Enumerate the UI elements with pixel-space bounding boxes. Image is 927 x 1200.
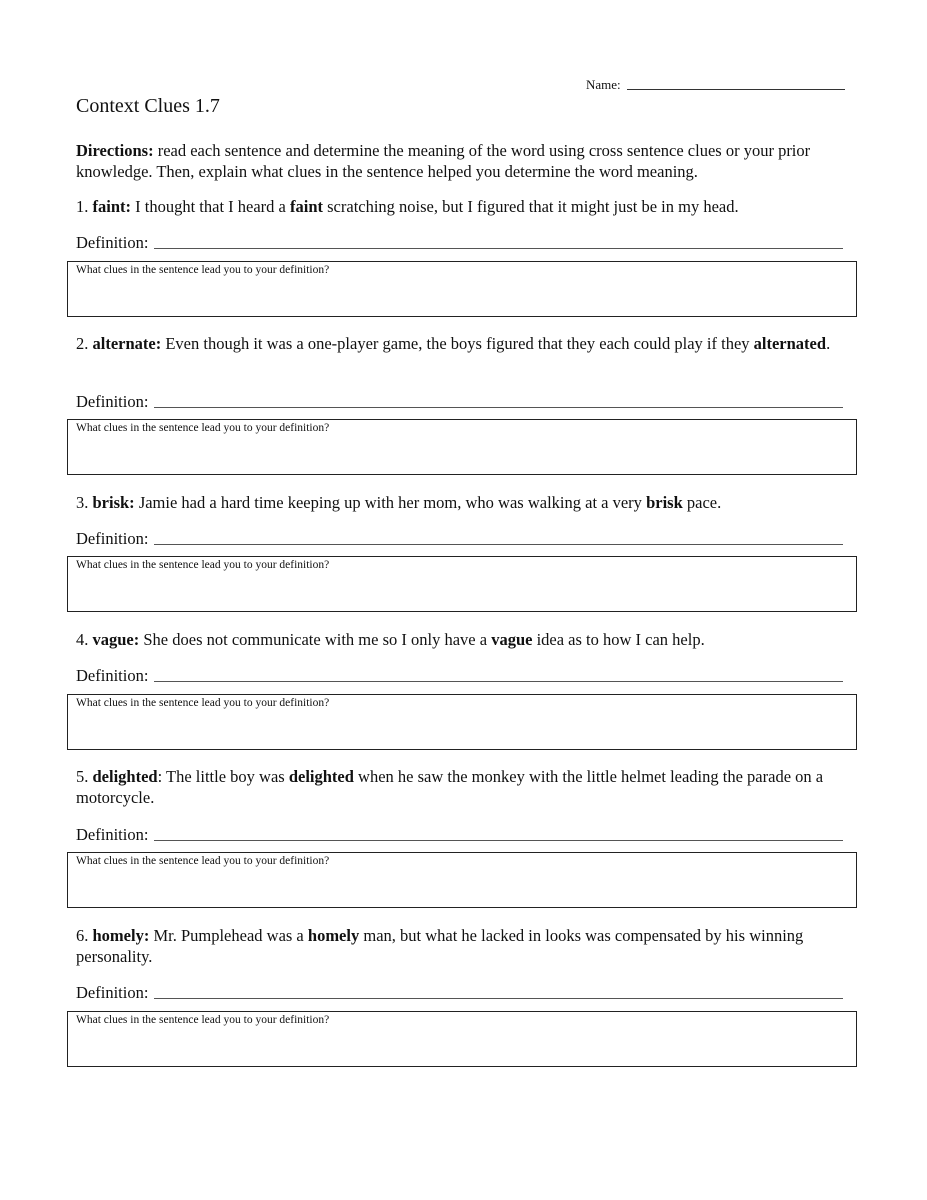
definition-line[interactable] <box>154 839 843 841</box>
sentence-text: Jamie had a hard time keeping up with her mom, who was walking at a very <box>134 493 647 512</box>
vocab-word: homely: <box>92 926 150 945</box>
vocab-word: vague: <box>92 630 140 649</box>
definition-row-2[interactable] <box>76 392 843 412</box>
definition-label: Definition: <box>76 233 149 252</box>
directions-label: Directions: <box>76 141 154 160</box>
sentence-text: pace. <box>682 493 722 512</box>
vocab-word-in-sentence: alternated <box>753 334 827 353</box>
question-number: 6. <box>76 926 89 945</box>
question-number: 3. <box>76 493 89 512</box>
vocab-word: alternate: <box>92 334 162 353</box>
definition-line[interactable] <box>154 406 843 408</box>
sentence-text: scratching noise, but I figured that it might just be in my head. <box>323 197 739 216</box>
definition-line[interactable] <box>154 997 843 999</box>
sentence-text: when he saw the monkey with the little helmet leading the parade on a motorcycle. <box>76 767 824 807</box>
question-3 <box>76 492 856 513</box>
sentence-text: Even though it was a one-player game, the boys figured that they each could play if they <box>161 334 754 353</box>
sentence-text: man, but what he lacked in looks was compensated by his winning personality. <box>76 926 804 966</box>
clue-prompt: What clues in the sentence lead you to your definition? <box>76 1014 330 1026</box>
definition-row-3[interactable] <box>76 529 843 549</box>
vocab-word-in-sentence: brisk <box>646 493 683 512</box>
clue-box-6[interactable] <box>67 1011 857 1067</box>
vocab-word: faint: <box>92 197 131 216</box>
name-blank-line[interactable] <box>627 88 845 90</box>
question-number: 5. <box>76 767 89 786</box>
name-label: Name: <box>586 77 621 92</box>
definition-line[interactable] <box>154 543 843 545</box>
clue-prompt: What clues in the sentence lead you to your definition? <box>76 559 330 571</box>
clue-prompt: What clues in the sentence lead you to your definition? <box>76 422 330 434</box>
worksheet-title: Context Clues 1.7 <box>76 95 220 117</box>
definition-row-1[interactable] <box>76 233 843 253</box>
vocab-word-in-sentence: homely <box>307 926 360 945</box>
clue-box-4[interactable] <box>67 694 857 750</box>
question-number: 4. <box>76 630 89 649</box>
question-2 <box>76 333 856 354</box>
clue-box-3[interactable] <box>67 556 857 612</box>
sentence-text: idea as to how I can help. <box>532 630 705 649</box>
definition-row-5[interactable] <box>76 825 843 845</box>
directions <box>76 140 856 182</box>
vocab-word: delighted <box>92 767 158 786</box>
clue-prompt: What clues in the sentence lead you to your definition? <box>76 264 330 276</box>
question-number: 2. <box>76 334 89 353</box>
sentence-text: She does not communicate with me so I only have a <box>139 630 492 649</box>
sentence-text: : The little boy was <box>157 767 289 786</box>
question-6 <box>76 925 856 967</box>
sentence-text: I thought that I heard a <box>131 197 290 216</box>
sentence-text: . <box>826 334 831 353</box>
clue-box-2[interactable] <box>67 419 857 475</box>
vocab-word-in-sentence: faint <box>290 197 323 216</box>
question-5 <box>76 766 856 808</box>
question-number: 1. <box>76 197 89 216</box>
clue-prompt: What clues in the sentence lead you to your definition? <box>76 855 330 867</box>
vocab-word-in-sentence: delighted <box>288 767 354 786</box>
definition-label: Definition: <box>76 392 149 411</box>
clue-box-5[interactable] <box>67 852 857 908</box>
definition-line[interactable] <box>154 680 843 682</box>
vocab-word-in-sentence: vague <box>491 630 533 649</box>
definition-row-6[interactable] <box>76 983 843 1003</box>
definition-label: Definition: <box>76 825 149 844</box>
definition-label: Definition: <box>76 666 149 685</box>
directions-text: read each sentence and determine the meaning of the word using cross sentence clues or your prior knowledge. Then, explain what clues in the sentence helped you determine the word meaning. <box>76 141 811 181</box>
clue-box-1[interactable] <box>67 261 857 317</box>
definition-label: Definition: <box>76 529 149 548</box>
vocab-word: brisk: <box>92 493 135 512</box>
clue-prompt: What clues in the sentence lead you to your definition? <box>76 697 330 709</box>
name-field[interactable] <box>586 77 845 93</box>
definition-label: Definition: <box>76 983 149 1002</box>
definition-line[interactable] <box>154 247 843 249</box>
sentence-text: Mr. Pumplehead was a <box>149 926 308 945</box>
definition-row-4[interactable] <box>76 666 843 686</box>
question-4 <box>76 629 856 650</box>
question-1 <box>76 196 856 217</box>
